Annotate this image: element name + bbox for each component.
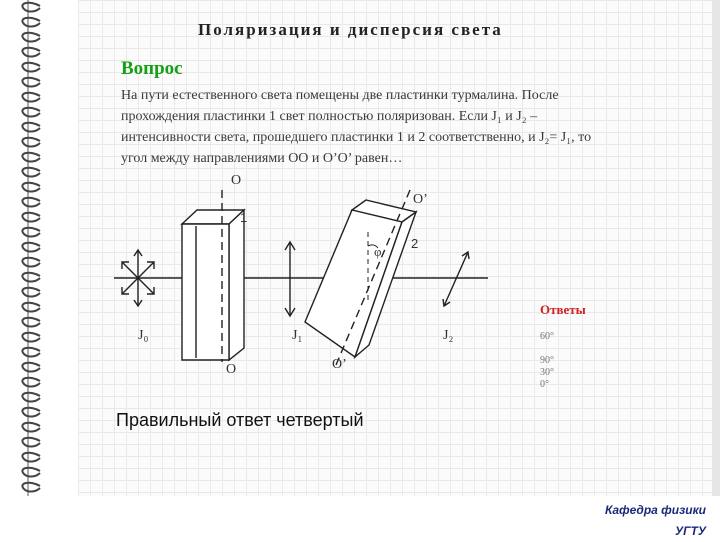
- label-o-prime-bottom: О’: [332, 357, 347, 372]
- question-line: угол между направлениями ОО и О’О’ равен…: [121, 151, 403, 166]
- answer-option[interactable]: 60°: [540, 331, 554, 342]
- answers-heading: Ответы: [540, 302, 586, 317]
- question-heading: Вопрос: [121, 58, 183, 79]
- label-j0: J₀: [138, 328, 149, 343]
- department-name: Кафедра физики: [604, 503, 706, 517]
- question-line: На пути естественного света помещены две пластинки турмалина. После: [121, 88, 559, 103]
- question-line: интенсивности света, прошедшего пластинки 1 и 2 соответственно, и J₂= J₁, то: [121, 130, 592, 145]
- label-angle-phi: φ: [374, 244, 382, 259]
- tourmaline-plate-1: [182, 210, 244, 360]
- correct-answer-text: Правильный ответ четвертый: [116, 410, 364, 430]
- answer-option[interactable]: 90°: [540, 355, 554, 366]
- slide-title: Поляризация и дисперсия света: [198, 20, 503, 39]
- question-line: прохождения пластинки 1 свет полностью поляризован. Если J₁ и J₂ –: [121, 109, 538, 124]
- j1-polarization-arrow: [285, 242, 295, 316]
- label-o-bottom: О: [226, 362, 237, 377]
- label-plate-1: 1: [240, 210, 248, 225]
- label-j1: J₁: [292, 328, 303, 343]
- department-signature: [605, 500, 706, 542]
- answer-option[interactable]: 30°: [540, 367, 554, 378]
- j2-polarization-arrow: [443, 252, 469, 306]
- label-j2: J₂: [443, 328, 454, 343]
- label-o-top: О: [231, 173, 242, 188]
- label-o-prime-top: О’: [413, 192, 428, 207]
- answer-option[interactable]: 0°: [540, 379, 549, 390]
- label-plate-2: 2: [411, 236, 419, 251]
- university-name: УГТУ: [675, 524, 706, 538]
